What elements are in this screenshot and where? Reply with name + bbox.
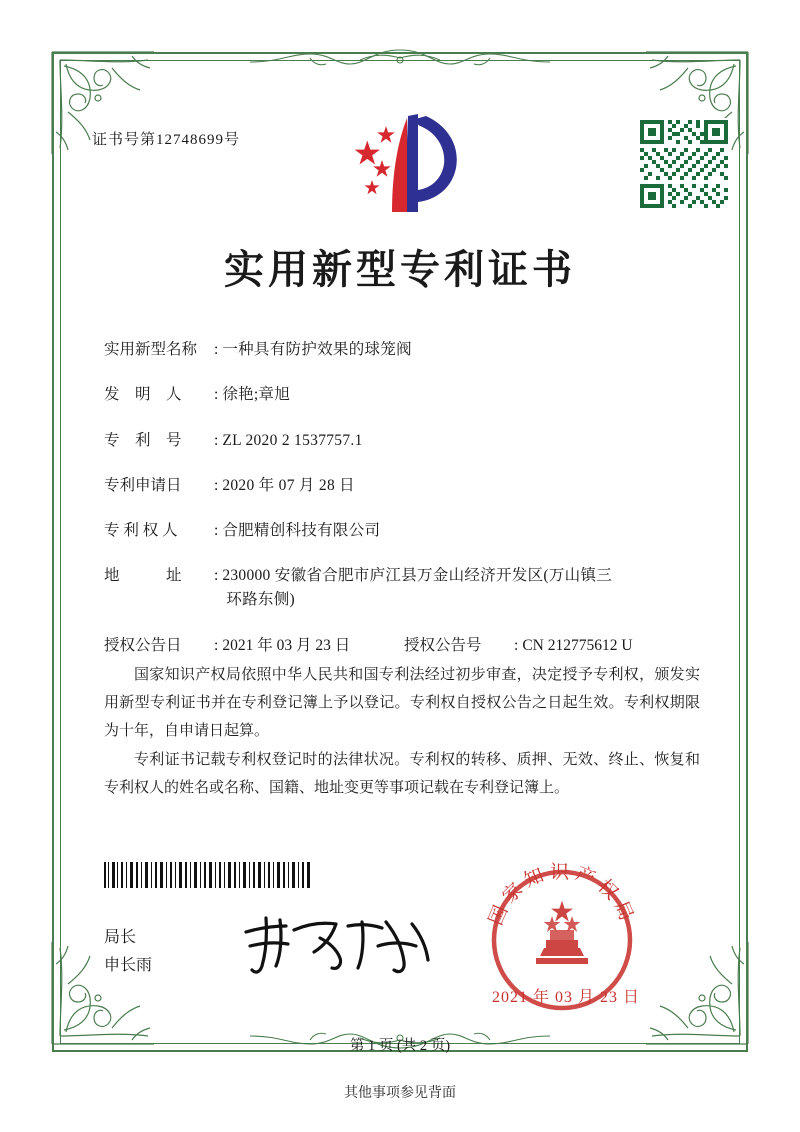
- field-value-continued: 环路东侧): [226, 590, 295, 608]
- field-colon: :: [514, 636, 519, 654]
- field-colon: :: [214, 476, 219, 494]
- field-colon: :: [214, 341, 219, 358]
- signature-block: [104, 924, 152, 980]
- seal-arc-text: 国家知识产权局: [485, 861, 639, 929]
- corner-ornament-bottom-right: [642, 938, 752, 1048]
- field-row-inventor: [104, 383, 704, 406]
- page-number: 第 1 页 (共 2 页): [349, 1038, 451, 1054]
- grant-date-group: [104, 633, 404, 655]
- field-value: 一种具有防护效果的球笼阀: [222, 341, 412, 358]
- back-side-note: 其他事项参见背面: [344, 1086, 456, 1101]
- signature-title: 局长: [104, 929, 137, 946]
- barcode: [104, 862, 312, 888]
- svg-text:国家知识产权局: [485, 861, 639, 928]
- field-label: 发 明 人: [104, 386, 182, 404]
- seal-date: 2021 年 03 月 23 日: [492, 989, 641, 1006]
- field-value-wrapper: [222, 564, 704, 611]
- field-row-grant-announcement: [104, 633, 704, 655]
- cnipa-logo-icon: [352, 112, 468, 216]
- field-row-application-date: [104, 474, 704, 497]
- field-row-address: [104, 564, 704, 611]
- grant-number-group: [404, 633, 633, 655]
- qr-code: [638, 118, 730, 210]
- field-label: 地 址: [104, 567, 182, 585]
- field-value: 徐艳;章旭: [222, 386, 291, 404]
- field-list: [104, 338, 704, 667]
- signature-name: 申长雨: [104, 957, 153, 974]
- field-row-patent-number: [104, 429, 704, 452]
- page-title: 实用新型专利证书: [224, 246, 576, 293]
- paragraph-2: 专利证书记载专利权登记时的法律状况。专利权的转移、质押、无效、终止、恢复和专利权人的姓名或名称、国籍、地址变更等事项记载在专利登记簿上。: [104, 752, 700, 796]
- field-value: 2020 年 07 月 28 日: [222, 476, 355, 494]
- field-row-patentee: [104, 519, 704, 542]
- field-value: 2021 年 03 月 23 日: [222, 636, 351, 654]
- certificate-number: 证书号第12748699号: [92, 132, 241, 148]
- field-label: 专 利 号: [104, 431, 182, 449]
- field-colon: :: [214, 636, 219, 654]
- field-colon: :: [214, 567, 219, 585]
- field-colon: :: [214, 522, 219, 539]
- field-label: 专利申请日: [104, 476, 182, 494]
- paragraph-1: 国家知识产权局依照中华人民共和国专利法经过初步审查，决定授予专利权，颁发实用新型专利证书并在专利登记簿上予以登记。专利权自授权公告之日起生效。专利权期限为十年，自申请日起算。: [104, 667, 700, 739]
- field-value: CN 212775612 U: [522, 636, 633, 654]
- field-label: 实用新型名称: [104, 341, 198, 358]
- handwritten-signature: [236, 912, 436, 978]
- field-value: ZL 2020 2 1537757.1: [222, 431, 363, 449]
- field-label: 授权公告日: [104, 636, 182, 654]
- legal-text-block: [104, 662, 700, 805]
- field-colon: :: [214, 431, 219, 449]
- field-colon: :: [214, 386, 219, 404]
- field-value: 合肥精创科技有限公司: [222, 522, 381, 539]
- top-center-ornament: [250, 44, 550, 78]
- field-row-utility-model-name: [104, 338, 704, 361]
- field-label: 授权公告号: [404, 636, 482, 654]
- field-label: 专 利 权 人: [104, 522, 178, 539]
- field-value: 230000 安徽省合肥市庐江县万金山经济开发区(万山镇三: [222, 567, 613, 585]
